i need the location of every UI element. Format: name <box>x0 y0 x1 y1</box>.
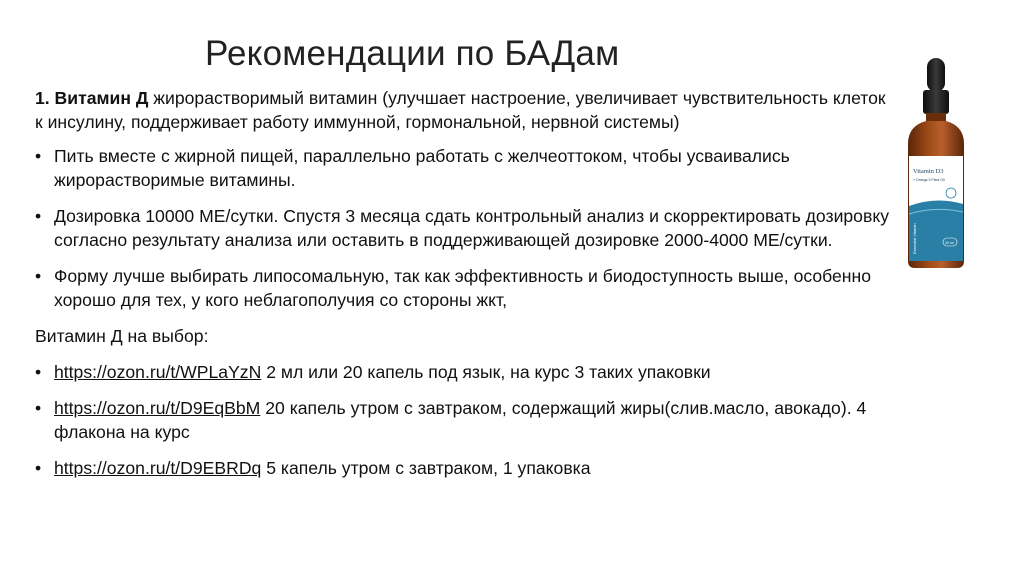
bullet-form: • Форму лучше выбирать липосомальную, так как эффективность и биодоступность выше, особенно хорошо для тех, у кого неблагополучия со стороны жкт, <box>35 264 895 312</box>
page-title: Рекомендации по БАДам <box>205 34 620 73</box>
bottle-neck <box>926 113 946 121</box>
label-text-main: Vitamin D3 <box>913 168 944 175</box>
vitamin-d-heading-bold: 1. Витамин Д <box>35 88 149 108</box>
choice-label: Витамин Д на выбор: <box>35 326 209 346</box>
slide-content <box>35 86 895 492</box>
choice-item <box>35 456 895 480</box>
vitamin-d-heading <box>35 86 895 134</box>
product-link-2[interactable]: https://ozon.ru/t/D9EqBbM <box>54 398 261 418</box>
product-note-1: 2 мл или 20 капель под язык, на курс 3 таких упаковки <box>261 362 711 382</box>
vitamin-d3-bottle-image <box>896 56 976 271</box>
bottle-cap <box>923 90 949 114</box>
product-note-3: 5 капель утром с завтраком, 1 упаковка <box>261 458 591 478</box>
dropper-bulb <box>927 58 945 92</box>
bullet-intake: • Пить вместе с жирной пищей, параллельно работать с желчеоттоком, чтобы усваивались жирорастворимые витамины. <box>35 144 895 192</box>
product-link-3[interactable]: https://ozon.ru/t/D9EBRDq <box>54 458 262 478</box>
choice-item <box>35 360 895 384</box>
choice-item <box>35 396 895 444</box>
bullet-dosage: • Дозировка 10000 МЕ/сутки. Спустя 3 месяца сдать контрольный анализ и скорректировать дозировку согласно результату анализа или оставить в поддерживающей дозировке 2000-4000 МЕ/сутки. <box>35 204 895 252</box>
product-note-2: 20 капель утром с завтраком, содержащий жиры(слив.масло, авокадо). 4 флакона на курс <box>54 398 867 442</box>
label-volume: 30 ml <box>945 241 954 245</box>
label-brand: Essential Vitamin <box>912 223 917 254</box>
vitamin-d-heading-description: жирорастворимый витамин (улучшает настроение, увеличивает чувствительность клеток к инсулину, поддерживает работу иммунной, гормональной, нервной системы) <box>35 88 886 132</box>
label-text-sub: + Omega 3 Plant Oil <box>913 178 945 182</box>
product-link-1[interactable]: https://ozon.ru/t/WPLaYzN <box>54 362 262 382</box>
